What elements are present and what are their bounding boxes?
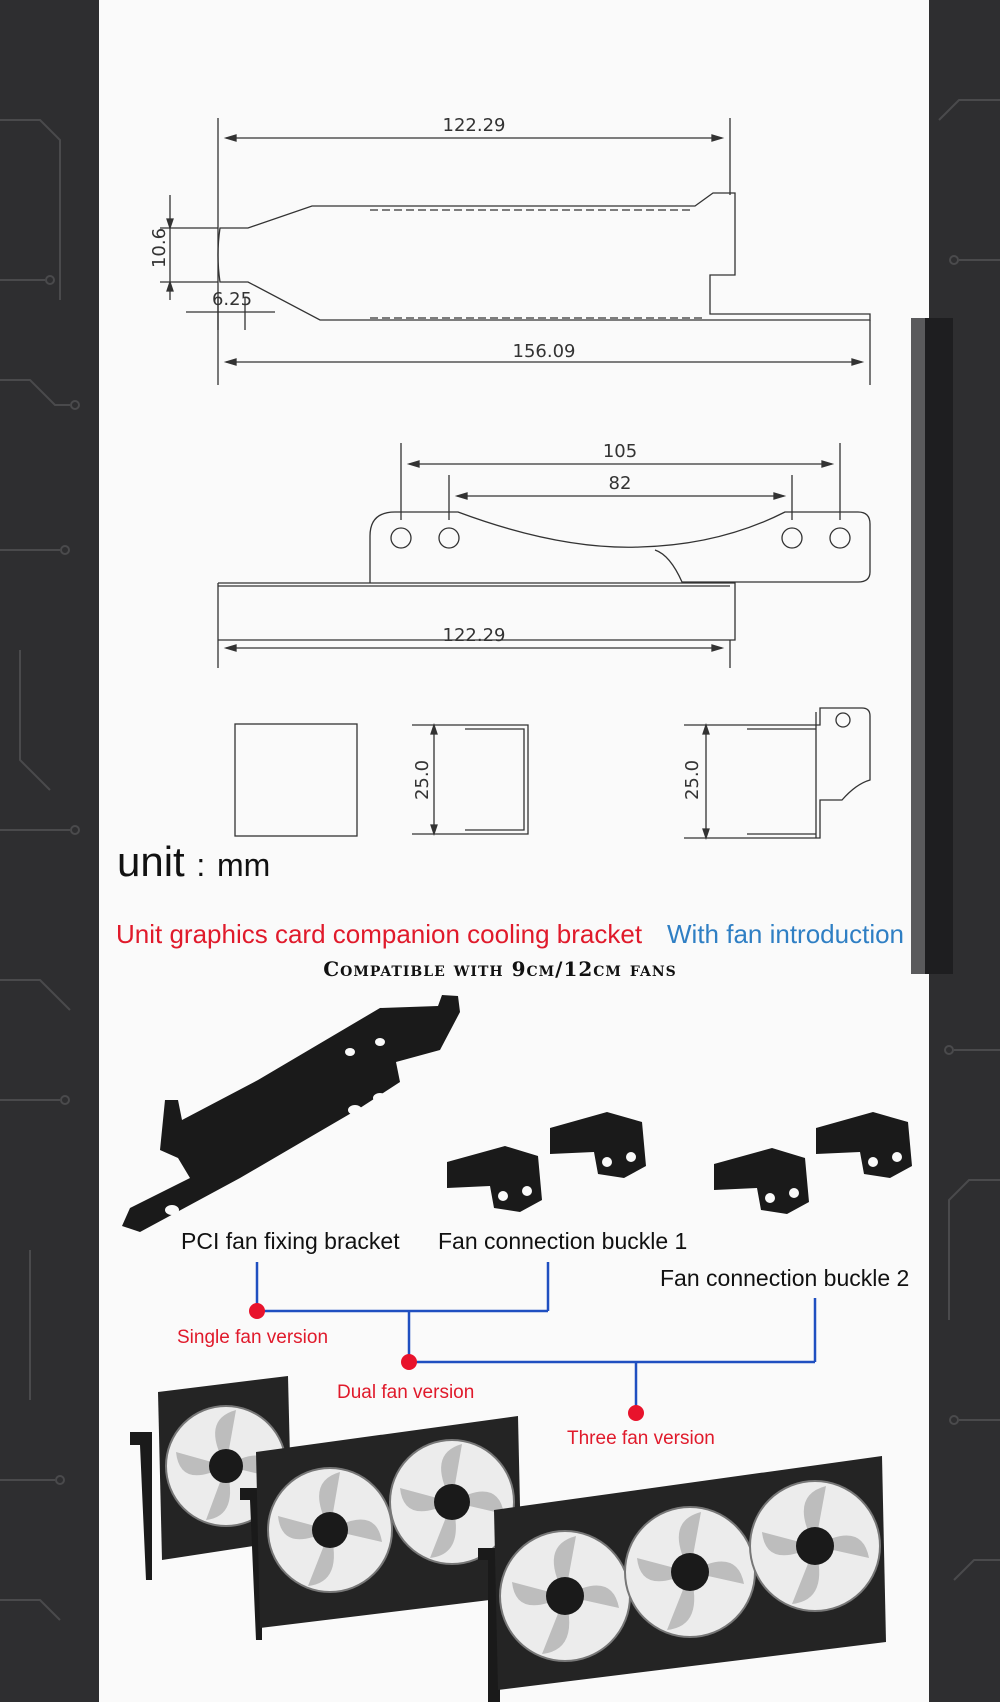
scrollbar[interactable] [911,318,953,974]
dim-end-view-height: 25.0 [412,759,433,801]
fan-buckle-2-image [714,1112,912,1214]
dim-inner-hole-spacing: 82 [608,473,632,494]
three-fan-assembly [478,1456,886,1702]
compatibility-note: Compatible with 9cm/12cm fans [323,957,677,981]
dim-end-view-height-right: 25.0 [682,759,703,801]
pci-bracket-image [122,995,460,1232]
pci-bracket-label: PCI fan fixing bracket [181,1228,400,1254]
section-title: Unit graphics card companion cooling bracket [116,919,643,949]
unit-value: mm [216,847,271,883]
unit-label: unit [117,838,185,885]
scrollbar-thumb[interactable] [911,318,925,974]
single-version-dot [249,1303,265,1319]
fan-buckle-1-image [447,1112,646,1212]
dual-fan-version-label: Dual fan version [337,1382,475,1403]
buckle-1-label: Fan connection buckle 1 [438,1228,688,1254]
section-subtitle: With fan introduction [667,919,905,949]
dim-top-view-width: 122.29 [442,625,506,646]
dim-bottom-width: 156.09 [512,341,576,362]
buckle-2-label: Fan connection buckle 2 [660,1265,910,1291]
three-version-dot [628,1405,644,1421]
single-fan-version-label: Single fan version [177,1327,329,1348]
three-fan-version-label: Three fan version [567,1428,715,1449]
dim-slot-width: 6.25 [211,289,253,310]
unit-colon: : [196,847,206,883]
dual-fan-assembly [240,1416,522,1640]
dim-outer-hole-spacing: 105 [602,441,638,462]
dim-left-height: 10.6 [149,227,170,269]
dim-top-width: 122.29 [442,115,506,136]
dual-version-dot [401,1354,417,1370]
